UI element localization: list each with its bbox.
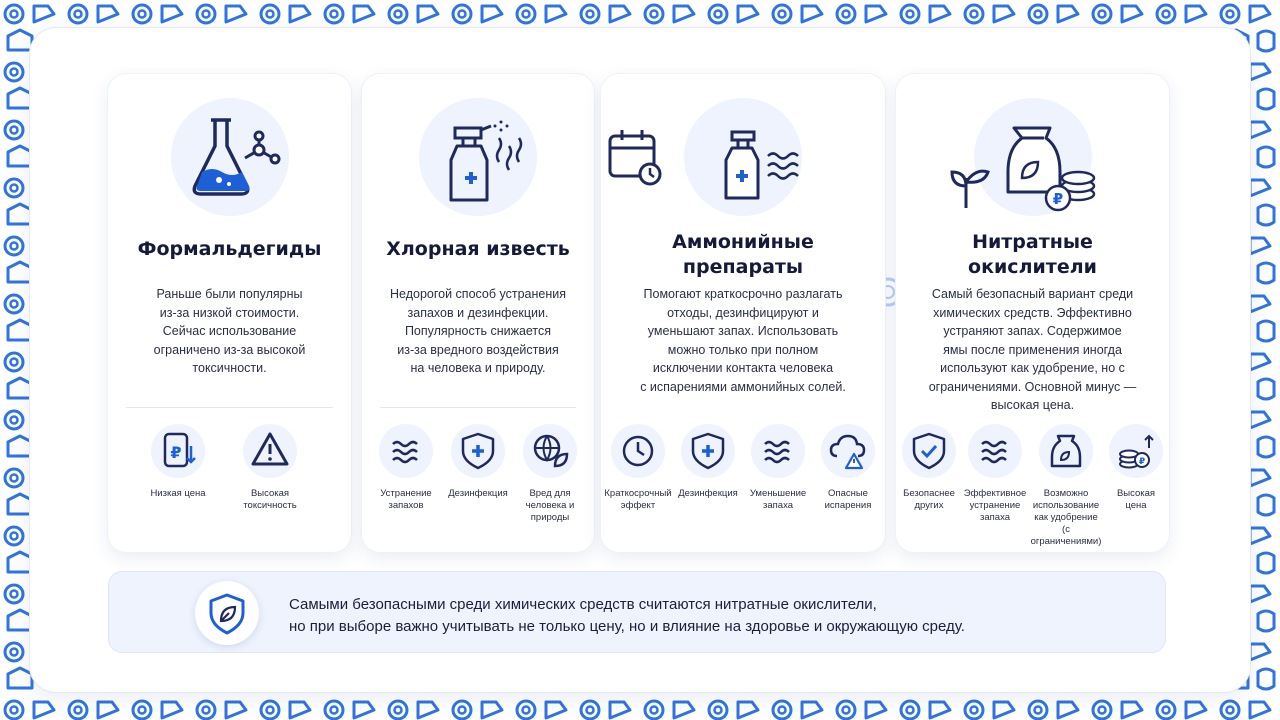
- odor-waves-icon: [379, 424, 433, 478]
- shield-plus-icon: [451, 424, 505, 478]
- cloud-warning-icon: [821, 424, 875, 478]
- fertilizer-bag-icon: [1039, 424, 1093, 478]
- feature-dangerous-fumes: Опасные испарения: [813, 424, 883, 512]
- card-description: Самый безопасный вариант среди химических средств. Эффективно устраняют запах. Содержимое ямы после применения иногда используют как удобрение, но с ограничениями. Основной минус — высокая цена.: [928, 287, 1137, 412]
- clock-icon: [611, 424, 665, 478]
- card-title: Хлорная известь: [386, 238, 570, 260]
- svg-text:₽: ₽: [1138, 457, 1146, 467]
- ruble-tag-down-icon: [151, 424, 205, 478]
- feature-effective-odor: Эффективное устранение запаха: [962, 424, 1028, 524]
- shield-plus-icon: [681, 424, 735, 478]
- card-description: Недорогой способ устранения запахов и дезинфекции. Популярность снижается из-за вредного воздействия на человека и природу.: [390, 287, 566, 375]
- feature-short-effect: Краткосрочный эффект: [603, 424, 673, 512]
- globe-leaf-icon: [523, 424, 577, 478]
- calendar-spray-icon: [684, 98, 802, 216]
- feature-fertilizer: Возможно использование как удобрение (с ограничениями): [1028, 424, 1104, 548]
- card-title: Аммонийные препараты: [672, 231, 814, 278]
- svg-text:₽: ₽: [1052, 190, 1063, 208]
- shield-leaf-icon: [195, 581, 259, 645]
- hero-circle: [684, 98, 802, 216]
- hero-circle: [171, 98, 289, 216]
- odor-waves-icon: [968, 424, 1022, 478]
- fertilizer-bag-coins-icon: [974, 98, 1092, 216]
- warning-icon: [243, 424, 297, 478]
- card-divider: [126, 407, 333, 408]
- card-title: Нитратные окислители: [968, 231, 1097, 278]
- summary-banner: [108, 571, 1166, 653]
- card-title: Формальдегиды: [137, 238, 322, 260]
- feature-safer: Безопаснее других: [896, 424, 962, 512]
- feature-high-price: ₽ Высокая цена: [1104, 424, 1168, 512]
- card-nitrate-oxidizers: [896, 74, 1169, 552]
- feature-odor-removal: Устранение запахов: [370, 424, 442, 512]
- flask-molecule-icon: [171, 98, 289, 216]
- hero-circle: [974, 98, 1092, 216]
- feature-high-toxicity: Высокая токсичность: [224, 424, 316, 512]
- coins-up-icon: [1109, 424, 1163, 478]
- card-chlorine-lime: [362, 74, 594, 552]
- spray-bottle-icon: [419, 98, 537, 216]
- card-ammonium: [601, 74, 885, 552]
- card-formaldehydes: [108, 74, 351, 552]
- feature-disinfection: Дезинфекция: [442, 424, 514, 500]
- card-divider: [380, 407, 576, 408]
- card-description: Раньше были популярны из-за низкой стоимости. Сейчас использование ограничено из-за высокой токсичности.: [153, 287, 306, 375]
- summary-text: Самыми безопасными среди химических средств считаются нитратные окислители, но при выборе важно учитывать не только цену, но и влияние на здоровье и окружающую среду.: [289, 596, 965, 635]
- feature-odor-reduction: Уменьшение запаха: [743, 424, 813, 512]
- shield-check-icon: [902, 424, 956, 478]
- odor-waves-icon: [751, 424, 805, 478]
- feature-harm: Вред для человека и природы: [514, 424, 586, 524]
- feature-disinfection: Дезинфекция: [673, 424, 743, 500]
- hero-circle: [419, 98, 537, 216]
- feature-low-price: ₽ Низкая цена: [132, 424, 224, 500]
- shield-leaf-badge: [195, 581, 259, 645]
- card-description: Помогают краткосрочно разлагать отходы, дезинфицируют и уменьшают запах. Использовать можно только при полном исключении контакта человека с испарениями аммонийных солей.: [640, 287, 846, 394]
- svg-text:₽: ₽: [170, 443, 182, 462]
